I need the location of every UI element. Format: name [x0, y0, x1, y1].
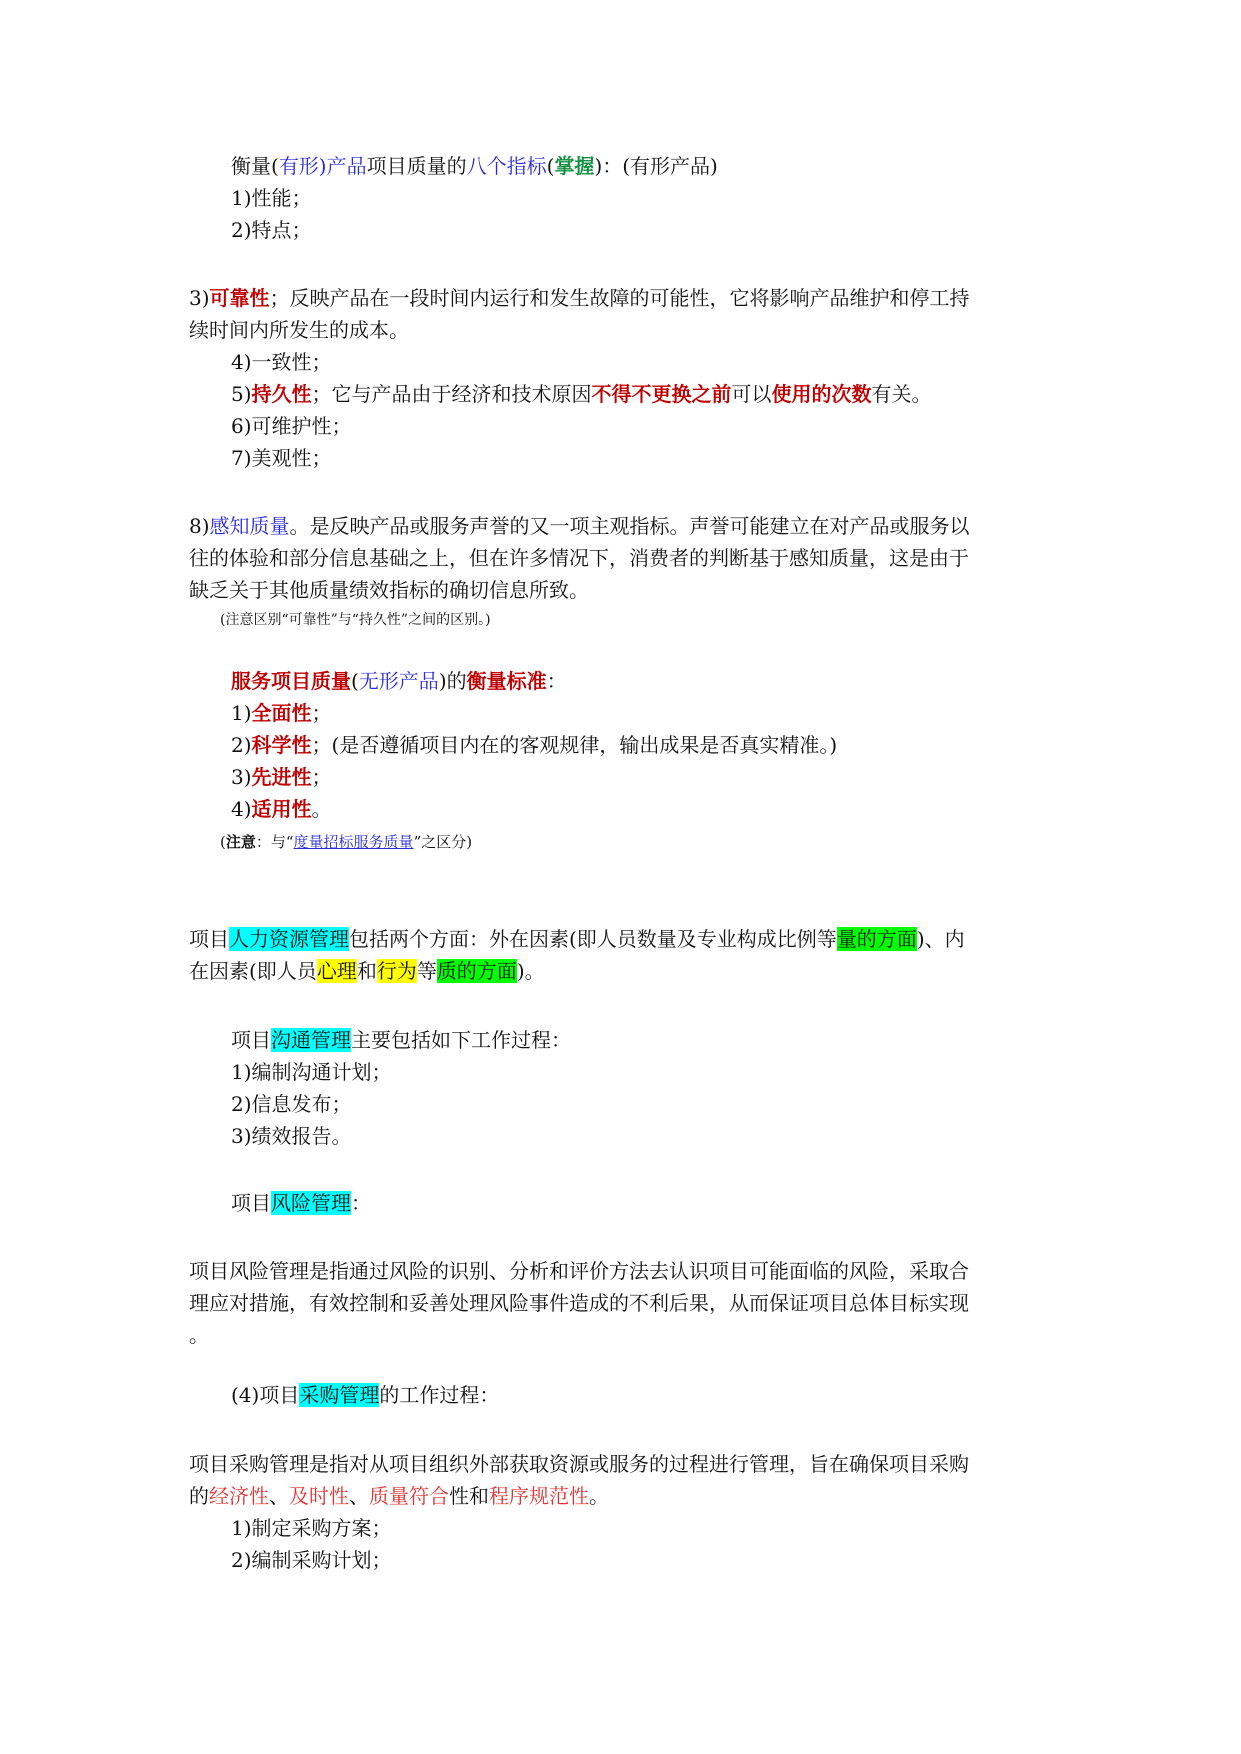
- keyword: 不得不更换之前: [591, 382, 732, 406]
- intangible-term: 无形产品: [358, 669, 439, 693]
- list-item: 1)编制沟通计划；: [231, 1060, 392, 1084]
- highlight: 风险管理: [271, 1191, 351, 1215]
- text-run: 在因素(即人员: [189, 959, 317, 983]
- list-item: [231, 794, 332, 824]
- note-text: (注意区别“可靠性”与“持久性”之间的区别。): [220, 612, 491, 628]
- text-run: 4): [231, 797, 252, 821]
- text-run: 项目: [189, 927, 229, 951]
- text-run: 2): [231, 733, 252, 757]
- keyword: 及时性: [289, 1484, 349, 1508]
- risk-para-line-2: 理应对措施，有效控制和妥善处理风险事件造成的不利后果，从而保证项目总体目标实现: [189, 1291, 969, 1315]
- text-run: 、: [349, 1484, 369, 1508]
- text-run: 有关。: [871, 382, 932, 406]
- highlight: 沟通管理: [271, 1028, 351, 1052]
- keyword: 衡量标准: [466, 669, 547, 693]
- text-run: 项目: [231, 1028, 271, 1052]
- measure-bid-service-link[interactable]: 度量招标服务质量: [293, 833, 414, 851]
- text-run: ：与“: [255, 833, 294, 851]
- note-label: 注意: [225, 833, 256, 851]
- keyword: 感知质量: [209, 514, 290, 538]
- tangible-metrics-heading: [231, 151, 718, 181]
- keyword: 全面性: [251, 701, 312, 725]
- text-run: )。: [516, 959, 545, 983]
- text-run: (: [351, 669, 359, 693]
- list-item: 2)编制采购计划；: [231, 1548, 392, 1572]
- text-run: 项目质量的: [366, 154, 467, 178]
- text-run: 。: [311, 797, 332, 821]
- text-run: 1): [231, 701, 252, 725]
- keyword: 适用性: [251, 797, 312, 821]
- text-run: 等: [416, 959, 437, 983]
- list-item: 2)特点；: [231, 218, 312, 242]
- text-run: 项目: [231, 1191, 271, 1215]
- text-run: )、内: [916, 927, 965, 951]
- text-run: (: [220, 833, 226, 851]
- list-item: [231, 698, 332, 728]
- text-run: 。是反映产品或服务声誉的又一项主观指标。声誉可能建立在对产品或服务以: [289, 514, 970, 538]
- procurement-para-line-2: [189, 1481, 609, 1511]
- perceived-line-3: 缺乏关于其他质量绩效指标的确切信息所致。: [189, 578, 589, 602]
- list-item: 2)信息发布；: [231, 1092, 352, 1116]
- text-run: 、: [269, 1484, 289, 1508]
- highlight: 行为: [376, 959, 417, 983]
- text-run: 衡量(: [231, 154, 279, 178]
- keyword: 先进性: [251, 765, 312, 789]
- hr-line-1: [189, 924, 965, 954]
- perceived-line-1: [189, 511, 970, 541]
- text-run: 5): [231, 382, 252, 406]
- text-run: 3): [231, 765, 252, 789]
- highlight: 心理: [316, 959, 357, 983]
- list-item: [231, 730, 837, 760]
- keyword: 可靠性: [209, 286, 270, 310]
- list-item: [231, 762, 332, 792]
- reliability-line-1: [189, 283, 970, 313]
- text-run: 性和: [449, 1484, 489, 1508]
- highlight: 采购管理: [299, 1383, 380, 1407]
- list-item: 6)可维护性；: [231, 414, 352, 438]
- list-item: 4)一致性；: [231, 350, 332, 374]
- text-run: ；: [311, 701, 332, 725]
- service-note: [220, 832, 472, 852]
- hr-line-2: [189, 956, 545, 986]
- keyword: 服务项目质量: [231, 669, 351, 693]
- text-run: ：: [546, 669, 567, 693]
- text-run: 可以: [731, 382, 772, 406]
- text-run: ): [594, 154, 603, 178]
- text-run: 主要包括如下工作过程：: [351, 1028, 571, 1052]
- keyword: 持久性: [251, 382, 312, 406]
- highlight: 质的方面: [436, 959, 517, 983]
- text-run: (: [546, 154, 555, 178]
- master-tag: 掌握: [554, 154, 595, 178]
- list-item: 7)美观性；: [231, 446, 332, 470]
- text-run: 和: [356, 959, 377, 983]
- keyword: 科学性: [251, 733, 312, 757]
- text-run: 3): [189, 286, 210, 310]
- procurement-para-line-1: 项目采购管理是指对从项目组织外部获取资源或服务的过程进行管理，旨在确保项目采购: [189, 1452, 969, 1476]
- text-run: 包括两个方面：外在因素(即人员数量及专业构成比例等: [349, 927, 837, 951]
- risk-para-line-1: 项目风险管理是指通过风险的识别、分析和评价方法去认识项目可能面临的风险，采取合: [189, 1259, 969, 1283]
- durability-item: [231, 379, 932, 409]
- tangible-term: 有形)产品: [278, 154, 367, 178]
- text-run: 的: [189, 1484, 209, 1508]
- list-item: 3)绩效报告。: [231, 1124, 352, 1148]
- text-run: 。: [589, 1484, 609, 1508]
- keyword: 使用的次数: [771, 382, 872, 406]
- text-run: (4)项目: [231, 1383, 300, 1407]
- keyword: 经济性: [209, 1484, 269, 1508]
- list-item: 1)制定采购方案；: [231, 1516, 392, 1540]
- perceived-line-2: 往的体验和部分信息基础之上，但在许多情况下，消费者的判断基于感知质量，这是由于: [189, 546, 969, 570]
- procurement-heading: [231, 1380, 499, 1410]
- text-run: ：: [351, 1191, 371, 1215]
- text-run: ”之区分): [413, 833, 473, 851]
- service-quality-heading: [231, 666, 567, 696]
- comm-heading: [231, 1025, 571, 1055]
- reliability-line-2: 续时间内所发生的成本。: [189, 318, 409, 342]
- highlight: 量的方面: [836, 927, 917, 951]
- risk-heading: [231, 1188, 371, 1218]
- list-item: 1)性能；: [231, 186, 312, 210]
- text-run: )的: [438, 669, 467, 693]
- text-run: ；它与产品由于经济和技术原因: [311, 382, 592, 406]
- keyword: 程序规范性: [489, 1484, 589, 1508]
- text-run: 8): [189, 514, 210, 538]
- text-run: ；(是否遵循项目内在的客观规律，输出成果是否真实精准。): [311, 733, 838, 757]
- risk-para-line-3: 。: [189, 1323, 209, 1347]
- text-run: ：(有形产品): [602, 154, 718, 178]
- eight-metrics-term: 八个指标: [466, 154, 547, 178]
- keyword: 质量符合: [369, 1484, 449, 1508]
- text-run: ；: [311, 765, 332, 789]
- highlight: 人力资源管理: [229, 927, 349, 951]
- text-run: ；反映产品在一段时间内运行和发生故障的可能性，它将影响产品维护和停工持: [269, 286, 970, 310]
- text-run: 的工作过程：: [379, 1383, 500, 1407]
